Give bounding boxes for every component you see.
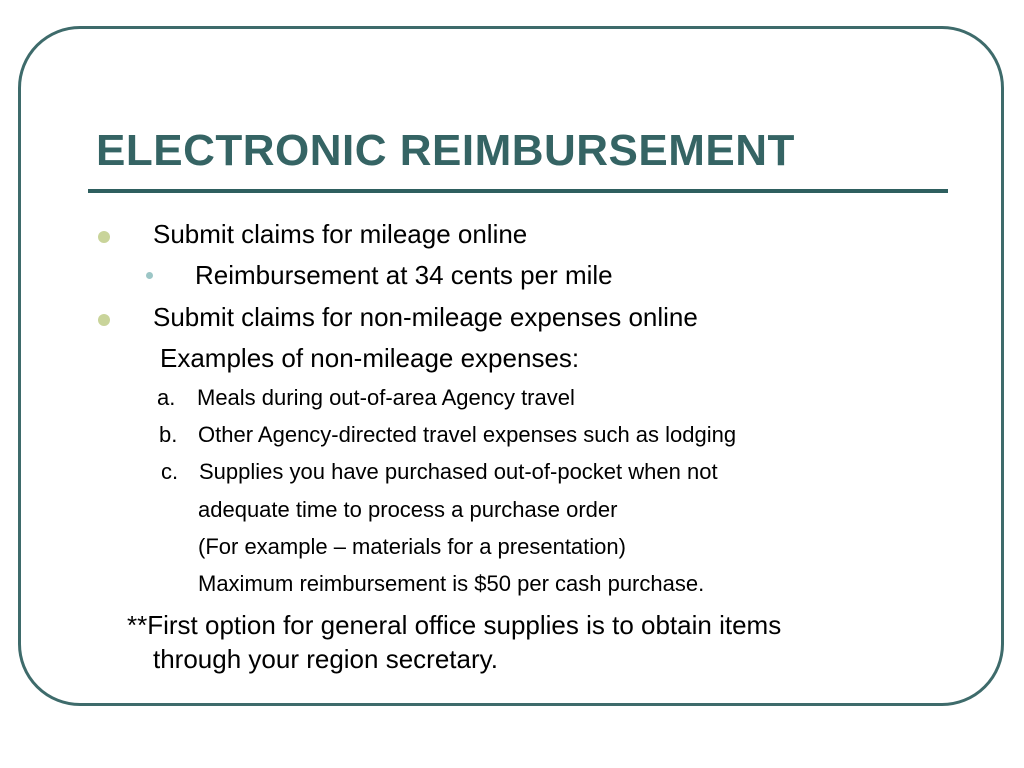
example-text-lodging: Other Agency-directed travel expenses such as lodging [198, 422, 737, 447]
example-c-continuation-line: Maximum reimbursement is $50 per cash purchase. [198, 571, 705, 596]
example-c-continuation-line: (For example – materials for a presentation) [198, 534, 626, 559]
example-c-continuation-line: adequate time to process a purchase order [198, 497, 618, 522]
bullet-text-mileage: Submit claims for mileage online [153, 219, 528, 249]
note-line: **First option for general office supplies is to obtain items [127, 610, 782, 640]
bullet-dot-icon [98, 314, 110, 326]
bullet-text-non-mileage: Submit claims for non-mileage expenses online [153, 302, 698, 332]
example-marker-b: b. [159, 422, 178, 447]
example-marker-c: c. [161, 459, 179, 484]
example-text-supplies: Supplies you have purchased out-of-pocket when not [199, 459, 718, 484]
example-text-meals: Meals during out-of-area Agency travel [197, 385, 575, 410]
slide-title: ELECTRONIC REIMBURSEMENT [96, 126, 795, 175]
example-marker-a: a. [157, 385, 176, 410]
examples-heading: Examples of non-mileage expenses: [160, 343, 580, 373]
note-line: through your region secretary. [153, 644, 498, 674]
bullet-dot-icon [98, 231, 110, 243]
sub-bullet-dot-icon [146, 272, 153, 279]
title-underline [88, 189, 948, 193]
sub-bullet-text-rate: Reimbursement at 34 cents per mile [195, 260, 613, 290]
